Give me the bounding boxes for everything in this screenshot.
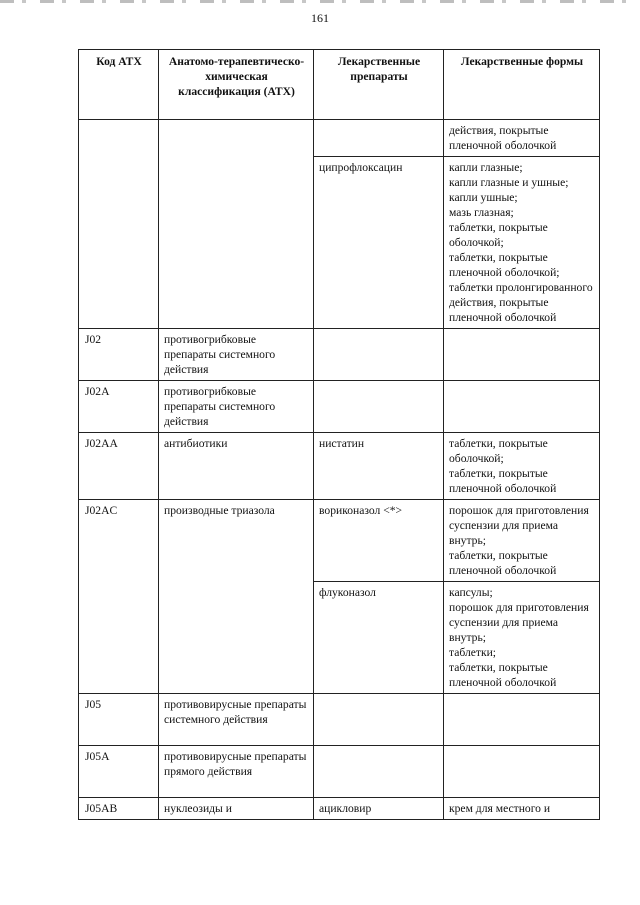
dosage-form-item: таблетки пролонгированного действия, покрытые пленочной оболочкой [449,281,593,324]
cell-dosage-forms [444,157,600,329]
cell-drug-name: ципрофлоксацин [314,157,444,329]
cell-drug-name: нистатин [314,433,444,500]
dosage-form-item: мазь глазная; [449,206,514,219]
cell-dosage-forms [444,582,600,694]
header-dosage-forms: Лекарственные формы [444,50,600,120]
cell-dosage-forms [444,798,600,820]
cell-drug-name: флуконазол [314,582,444,694]
dosage-form-item: капли ушные; [449,191,518,204]
table-body [79,120,600,820]
dosage-form-item: таблетки, покрытые пленочной оболочкой; [449,251,560,279]
cell-drug-name [314,746,444,798]
header-row [79,50,600,120]
cell-drug-name [314,120,444,157]
cell-atc-code: J05 [79,694,159,746]
cell-drug-name [314,381,444,433]
cell-drug-name: ацикловир [314,798,444,820]
atc-drug-table [78,49,600,820]
table-row [79,694,600,746]
header-drugs: Лекарственные препараты [314,50,444,120]
header-code: Код АТХ [79,50,159,120]
cell-drug-name: вориконазол <*> [314,500,444,582]
dosage-form-item: капли глазные; [449,161,523,174]
cell-atc-classification: антибиотики [159,433,314,500]
cell-atc-classification: противогрибковые препараты системного действия [159,329,314,381]
header-atc-classification: Анатомо-терапевтическо-химическая классификация (АТХ) [159,50,314,120]
table-row [79,746,600,798]
cell-atc-classification: противовирусные препараты прямого действия [159,746,314,798]
cell-atc-classification [159,120,314,329]
cell-atc-code: J02 [79,329,159,381]
cell-dosage-forms [444,120,600,157]
cell-dosage-forms [444,433,600,500]
dosage-form-item: порошок для приготовления суспензии для приема внутрь; [449,601,589,644]
dosage-form-item: капсулы; [449,586,493,599]
table-row [79,329,600,381]
dosage-form-item: таблетки, покрытые оболочкой; [449,437,548,465]
dosage-form-item: таблетки; [449,646,497,659]
cell-dosage-forms [444,500,600,582]
dosage-form-item: крем для местного и [449,802,551,815]
dosage-form-item: таблетки, покрытые оболочкой; [449,221,548,249]
cell-atc-code [79,120,159,329]
cell-drug-name [314,329,444,381]
dosage-form-item: порошок для приготовления суспензии для приема внутрь; [449,504,589,547]
dosage-form-item: действия, покрытые пленочной оболочкой [449,124,557,152]
cell-dosage-forms [444,694,600,746]
table-row [79,433,600,500]
cell-atc-classification: нуклеозиды и [159,798,314,820]
cell-drug-name [314,694,444,746]
cell-atc-code: J02A [79,381,159,433]
page-number: 161 [311,11,329,25]
cell-atc-code: J02AC [79,500,159,694]
table-row [79,381,600,433]
dosage-form-item: таблетки, покрытые пленочной оболочкой [449,549,557,577]
cell-dosage-forms [444,329,600,381]
cell-atc-code: J05A [79,746,159,798]
cell-atc-code: J02AA [79,433,159,500]
table-row [79,798,600,820]
dosage-form-item: капли глазные и ушные; [449,176,569,189]
cell-dosage-forms [444,381,600,433]
table-row [79,120,600,157]
cell-atc-code: J05AB [79,798,159,820]
scan-artifact-line [0,0,640,3]
table-row [79,500,600,582]
cell-atc-classification: противогрибковые препараты системного действия [159,381,314,433]
cell-dosage-forms [444,746,600,798]
dosage-form-item: таблетки, покрытые пленочной оболочкой [449,661,557,689]
cell-atc-classification: производные триазола [159,500,314,694]
cell-atc-classification: противовирусные препараты системного действия [159,694,314,746]
table-header [79,50,600,120]
dosage-form-item: таблетки, покрытые пленочной оболочкой [449,467,557,495]
